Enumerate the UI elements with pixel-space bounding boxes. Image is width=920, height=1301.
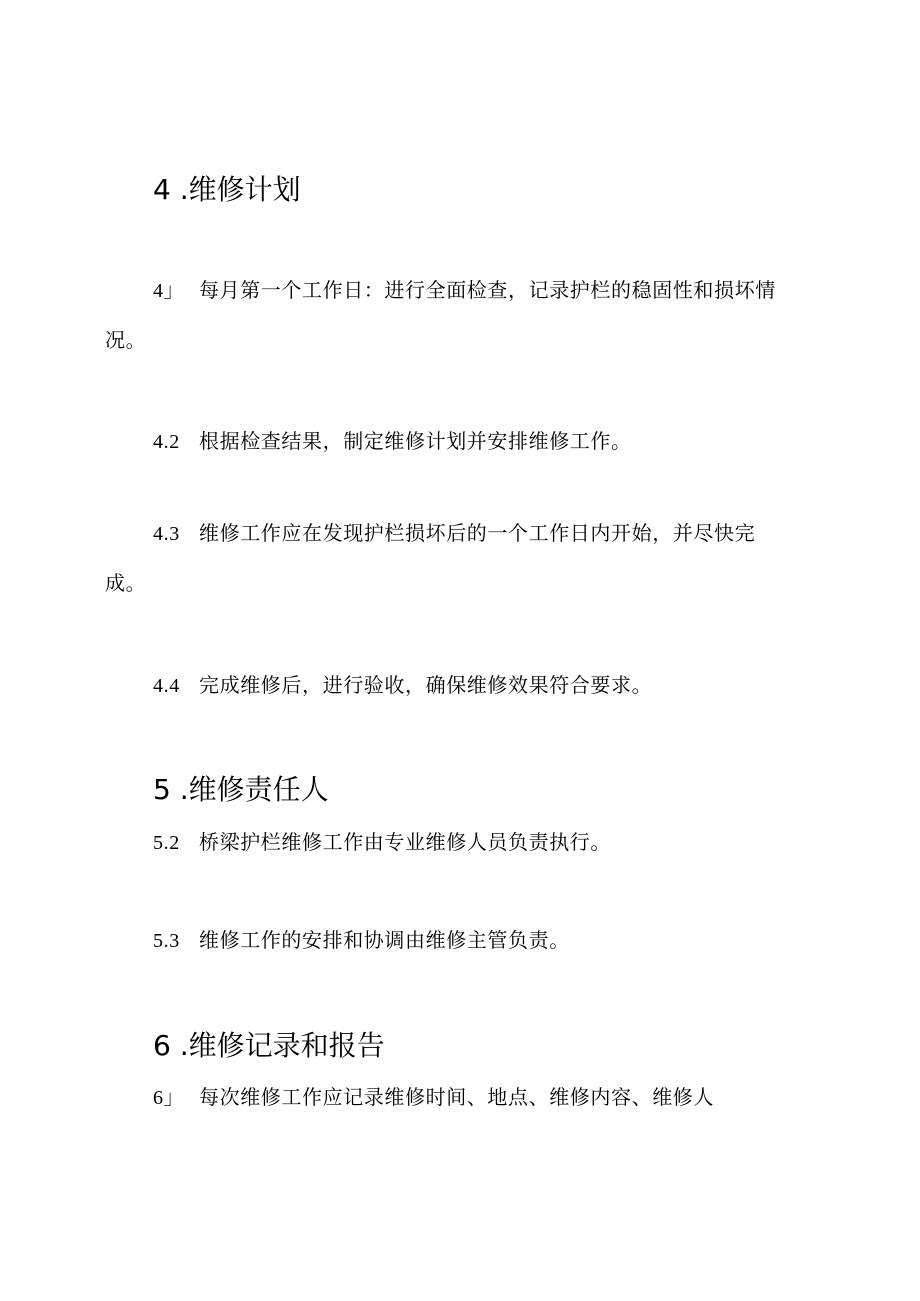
- item-number: 4.4: [153, 675, 180, 697]
- item-number: 4」: [153, 280, 185, 302]
- item-number: 4.2: [153, 431, 180, 453]
- item-text: 维修工作的安排和协调由维修主管负责。: [199, 928, 570, 952]
- item-4-2: [153, 419, 632, 464]
- item-text: 完成维修后，进行验收，确保维修效果符合要求。: [199, 673, 653, 697]
- item-text: 每次维修工作应记录维修时间、地点、维修内容、维修人: [199, 1085, 714, 1109]
- item-text: 桥梁护栏维修工作由专业维修人员负责执行。: [199, 830, 611, 854]
- item-4-3-continuation: 成。: [105, 571, 147, 595]
- section-heading-6: 6 .维修记录和报告: [153, 1029, 385, 1062]
- item-number: 5.2: [153, 832, 180, 854]
- section-heading-4: 4 .维修计划: [153, 173, 301, 206]
- item-4-1-continuation: 况。: [105, 328, 147, 352]
- item-6-1: [153, 1075, 714, 1120]
- item-number: 4.3: [153, 523, 180, 545]
- item-5-2: [153, 820, 611, 865]
- item-number: 6」: [153, 1087, 185, 1109]
- item-5-3: [153, 918, 570, 963]
- item-text: 维修工作应在发现护栏损坏后的一个工作日内开始，并尽快完: [199, 521, 756, 545]
- section-heading-5: 5 .维修责任人: [153, 773, 329, 806]
- item-number: 5.3: [153, 930, 180, 952]
- item-4-4: [153, 663, 652, 708]
- item-text: 每月第一个工作日：进行全面检查，记录护栏的稳固性和损坏情: [199, 278, 776, 302]
- item-4-1: [153, 268, 776, 313]
- item-4-3: [153, 511, 755, 556]
- item-text: 根据检查结果，制定维修计划并安排维修工作。: [199, 429, 632, 453]
